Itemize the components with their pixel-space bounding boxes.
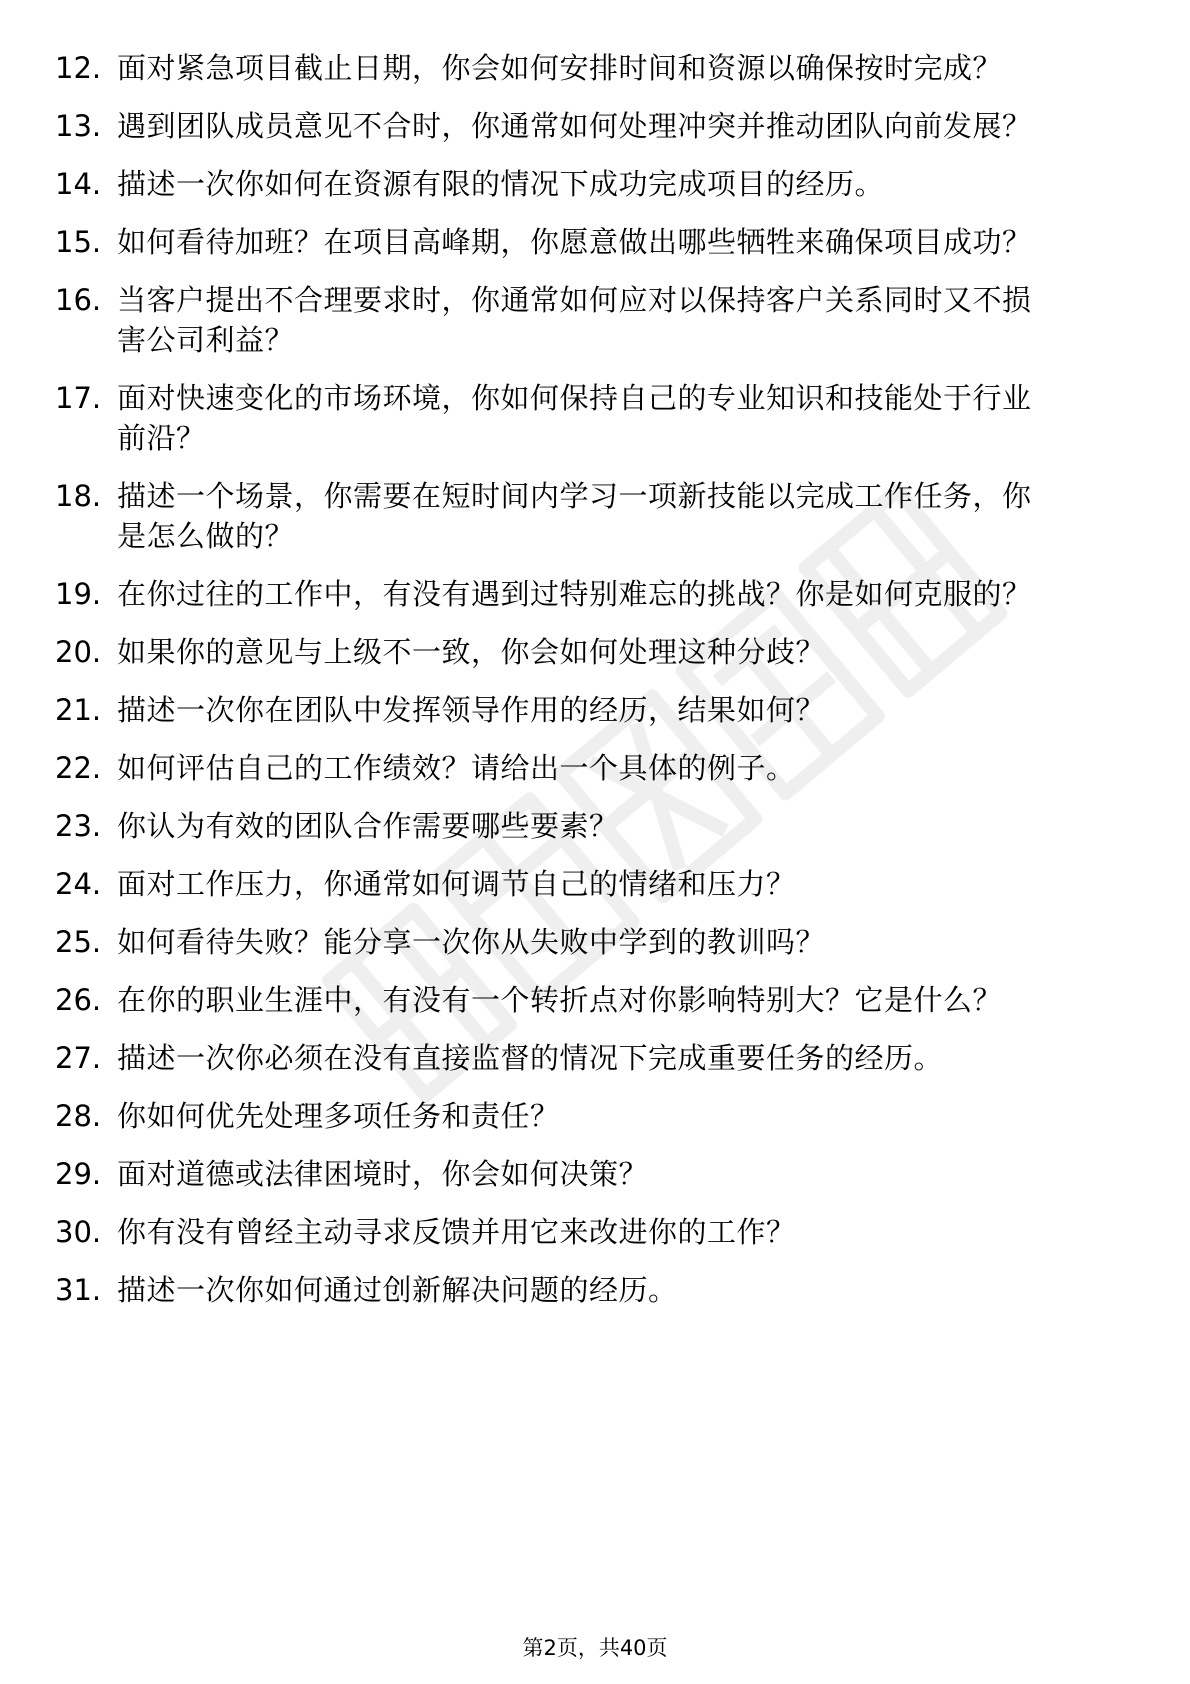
- question-text: 你有没有曾经主动寻求反馈并用它来改进你的工作？: [117, 1215, 796, 1249]
- question-item: [0, 222, 1190, 262]
- question-text: 描述一次你在团队中发挥领导作用的经历，结果如何？: [117, 693, 826, 727]
- question-item: [0, 980, 1190, 1020]
- question-text: 在你的职业生涯中，有没有一个转折点对你影响特别大？它是什么？: [117, 983, 1003, 1017]
- question-number: 19.: [55, 577, 102, 611]
- question-item: [0, 476, 1190, 556]
- question-item: [0, 378, 1190, 458]
- question-item: [0, 1096, 1190, 1136]
- question-text: 面对道德或法律困境时，你会如何决策？: [117, 1157, 649, 1191]
- question-number: 27.: [55, 1041, 102, 1075]
- question-number: 12.: [55, 51, 102, 85]
- question-text: 描述一次你如何在资源有限的情况下成功完成项目的经历。: [117, 167, 885, 201]
- question-number: 14.: [55, 167, 102, 201]
- question-text: 如何看待失败？能分享一次你从失败中学到的教训吗？: [117, 925, 826, 959]
- question-text: 当客户提出不合理要求时，你通常如何应对以保持客户关系同时又不损害公司利益？: [117, 283, 1032, 357]
- question-number: 23.: [55, 809, 102, 843]
- question-number: 16.: [55, 283, 102, 317]
- question-number: 22.: [55, 751, 102, 785]
- page-footer: 第2页，共40页: [522, 1636, 668, 1660]
- question-list: [0, 48, 1190, 1328]
- question-number: 20.: [55, 635, 102, 669]
- question-text: 如何看待加班？在项目高峰期，你愿意做出哪些牺牲来确保项目成功？: [117, 225, 1032, 259]
- question-text: 面对工作压力，你通常如何调节自己的情绪和压力？: [117, 867, 796, 901]
- question-number: 18.: [55, 479, 102, 513]
- question-item: [0, 1154, 1190, 1194]
- question-text: 描述一次你必须在没有直接监督的情况下完成重要任务的经历。: [117, 1041, 944, 1075]
- question-number: 25.: [55, 925, 102, 959]
- question-number: 28.: [55, 1099, 102, 1133]
- question-text: 描述一次你如何通过创新解决问题的经历。: [117, 1273, 678, 1307]
- question-item: [0, 748, 1190, 788]
- question-number: 21.: [55, 693, 102, 727]
- question-number: 24.: [55, 867, 102, 901]
- question-number: 30.: [55, 1215, 102, 1249]
- question-number: 31.: [55, 1273, 102, 1307]
- question-number: 26.: [55, 983, 102, 1017]
- question-item: [0, 164, 1190, 204]
- question-number: 15.: [55, 225, 102, 259]
- question-item: [0, 632, 1190, 672]
- question-item: [0, 690, 1190, 730]
- question-item: [0, 280, 1190, 360]
- question-text: 面对快速变化的市场环境，你如何保持自己的专业知识和技能处于行业前沿？: [117, 381, 1032, 455]
- question-item: [0, 806, 1190, 846]
- question-item: [0, 1212, 1190, 1252]
- question-item: [0, 1038, 1190, 1078]
- question-text: 如果你的意见与上级不一致，你会如何处理这种分歧？: [117, 635, 826, 669]
- question-text: 你如何优先处理多项任务和责任？: [117, 1099, 560, 1133]
- question-text: 在你过往的工作中，有没有遇到过特别难忘的挑战？你是如何克服的？: [117, 577, 1032, 611]
- question-text: 遇到团队成员意见不合时，你通常如何处理冲突并推动团队向前发展？: [117, 109, 1032, 143]
- question-text: 你认为有效的团队合作需要哪些要素？: [117, 809, 619, 843]
- question-number: 13.: [55, 109, 102, 143]
- question-number: 29.: [55, 1157, 102, 1191]
- question-item: [0, 922, 1190, 962]
- question-item: [0, 864, 1190, 904]
- question-item: [0, 574, 1190, 614]
- question-text: 面对紧急项目截止日期，你会如何安排时间和资源以确保按时完成？: [117, 51, 1003, 85]
- question-item: [0, 48, 1190, 88]
- question-item: [0, 1270, 1190, 1310]
- question-item: [0, 106, 1190, 146]
- question-number: 17.: [55, 381, 102, 415]
- question-text: 如何评估自己的工作绩效？请给出一个具体的例子。: [117, 751, 796, 785]
- question-text: 描述一个场景，你需要在短时间内学习一项新技能以完成工作任务，你是怎么做的？: [117, 479, 1032, 553]
